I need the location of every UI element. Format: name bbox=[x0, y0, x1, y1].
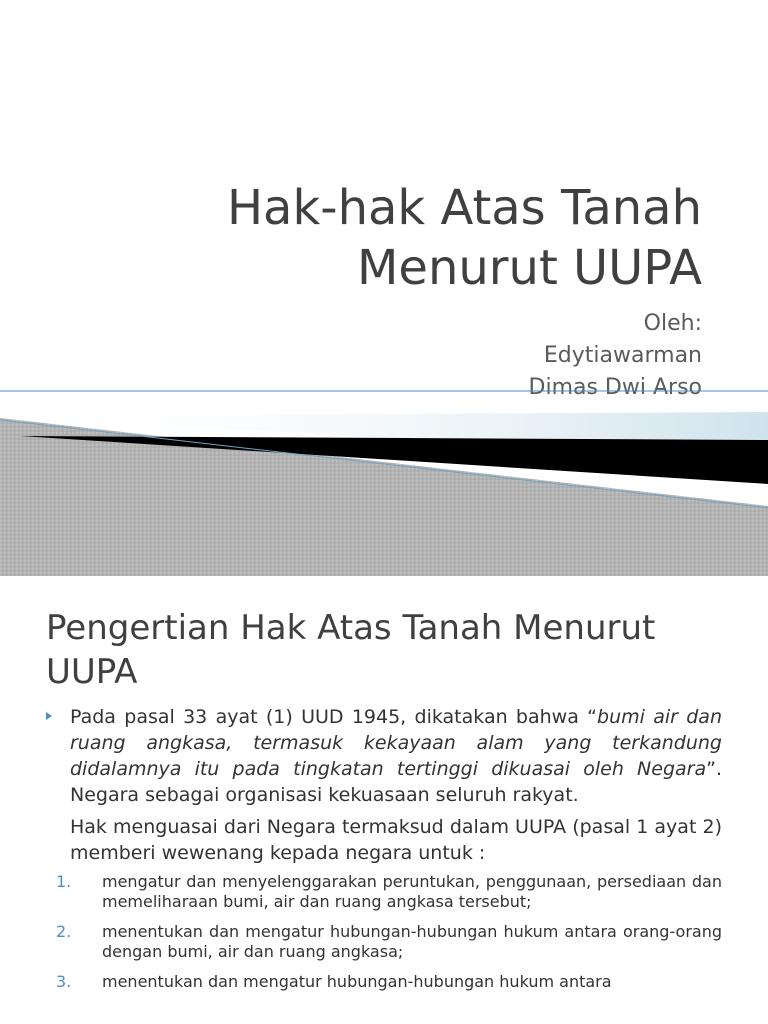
subtitle-line: Dimas Dwi Arso bbox=[528, 375, 702, 400]
subtitle-line: Edytiawarman bbox=[543, 343, 702, 368]
content-title-line-2: UUPA bbox=[46, 652, 138, 692]
slide-title bbox=[102, 178, 702, 298]
list-number: 3. bbox=[56, 972, 72, 991]
list-item-text: menentukan dan mengatur hubungan-hubungan hukum antara bbox=[102, 972, 612, 991]
list-item bbox=[46, 922, 722, 962]
triangle-bullet-icon bbox=[46, 712, 52, 720]
list-item-text: mengatur dan menyelenggarakan peruntukan, penggunaan, persediaan dan memeliharaan bumi, air dan ruang angkasa tersebut; bbox=[102, 872, 722, 911]
content-body bbox=[46, 704, 722, 1002]
decorative-bands bbox=[0, 388, 768, 576]
para-text: ”. Negara sebagai organisasi kekuasaan seluruh rakyat. bbox=[70, 758, 722, 806]
list-item bbox=[46, 972, 722, 992]
slide-title-line-1: Hak-hak Atas Tanah bbox=[226, 180, 702, 236]
content-title-line-1: Pengertian Hak Atas Tanah Menurut bbox=[46, 608, 656, 648]
list-item bbox=[46, 872, 722, 912]
para-quote: bumi air dan ruang angkasa, termasuk kekayaan alam yang terkandung didalamnya itu pada tingkatan tertinggi dikuasai oleh Negara bbox=[70, 706, 722, 780]
list-item-text: menentukan dan mengatur hubungan-hubungan hukum antara orang-orang dengan bumi, air dan ruang angkasa; bbox=[102, 922, 722, 961]
slide-title-line-2: Menurut UUPA bbox=[357, 240, 702, 296]
content-title bbox=[46, 606, 736, 694]
subtitle-line: Oleh: bbox=[643, 311, 702, 336]
numbered-list bbox=[46, 872, 722, 992]
content-slide bbox=[0, 576, 768, 1024]
paragraph-pasal-33 bbox=[46, 704, 722, 808]
list-number: 2. bbox=[56, 922, 72, 941]
paragraph-hak-menguasai: Hak menguasai dari Negara termaksud dalam UUPA (pasal 1 ayat 2) memberi wewenang kepada negara untuk : bbox=[70, 816, 722, 864]
para-text: Pada pasal 33 ayat (1) UUD 1945, dikatakan bahwa “ bbox=[70, 706, 598, 728]
list-number: 1. bbox=[56, 872, 72, 891]
